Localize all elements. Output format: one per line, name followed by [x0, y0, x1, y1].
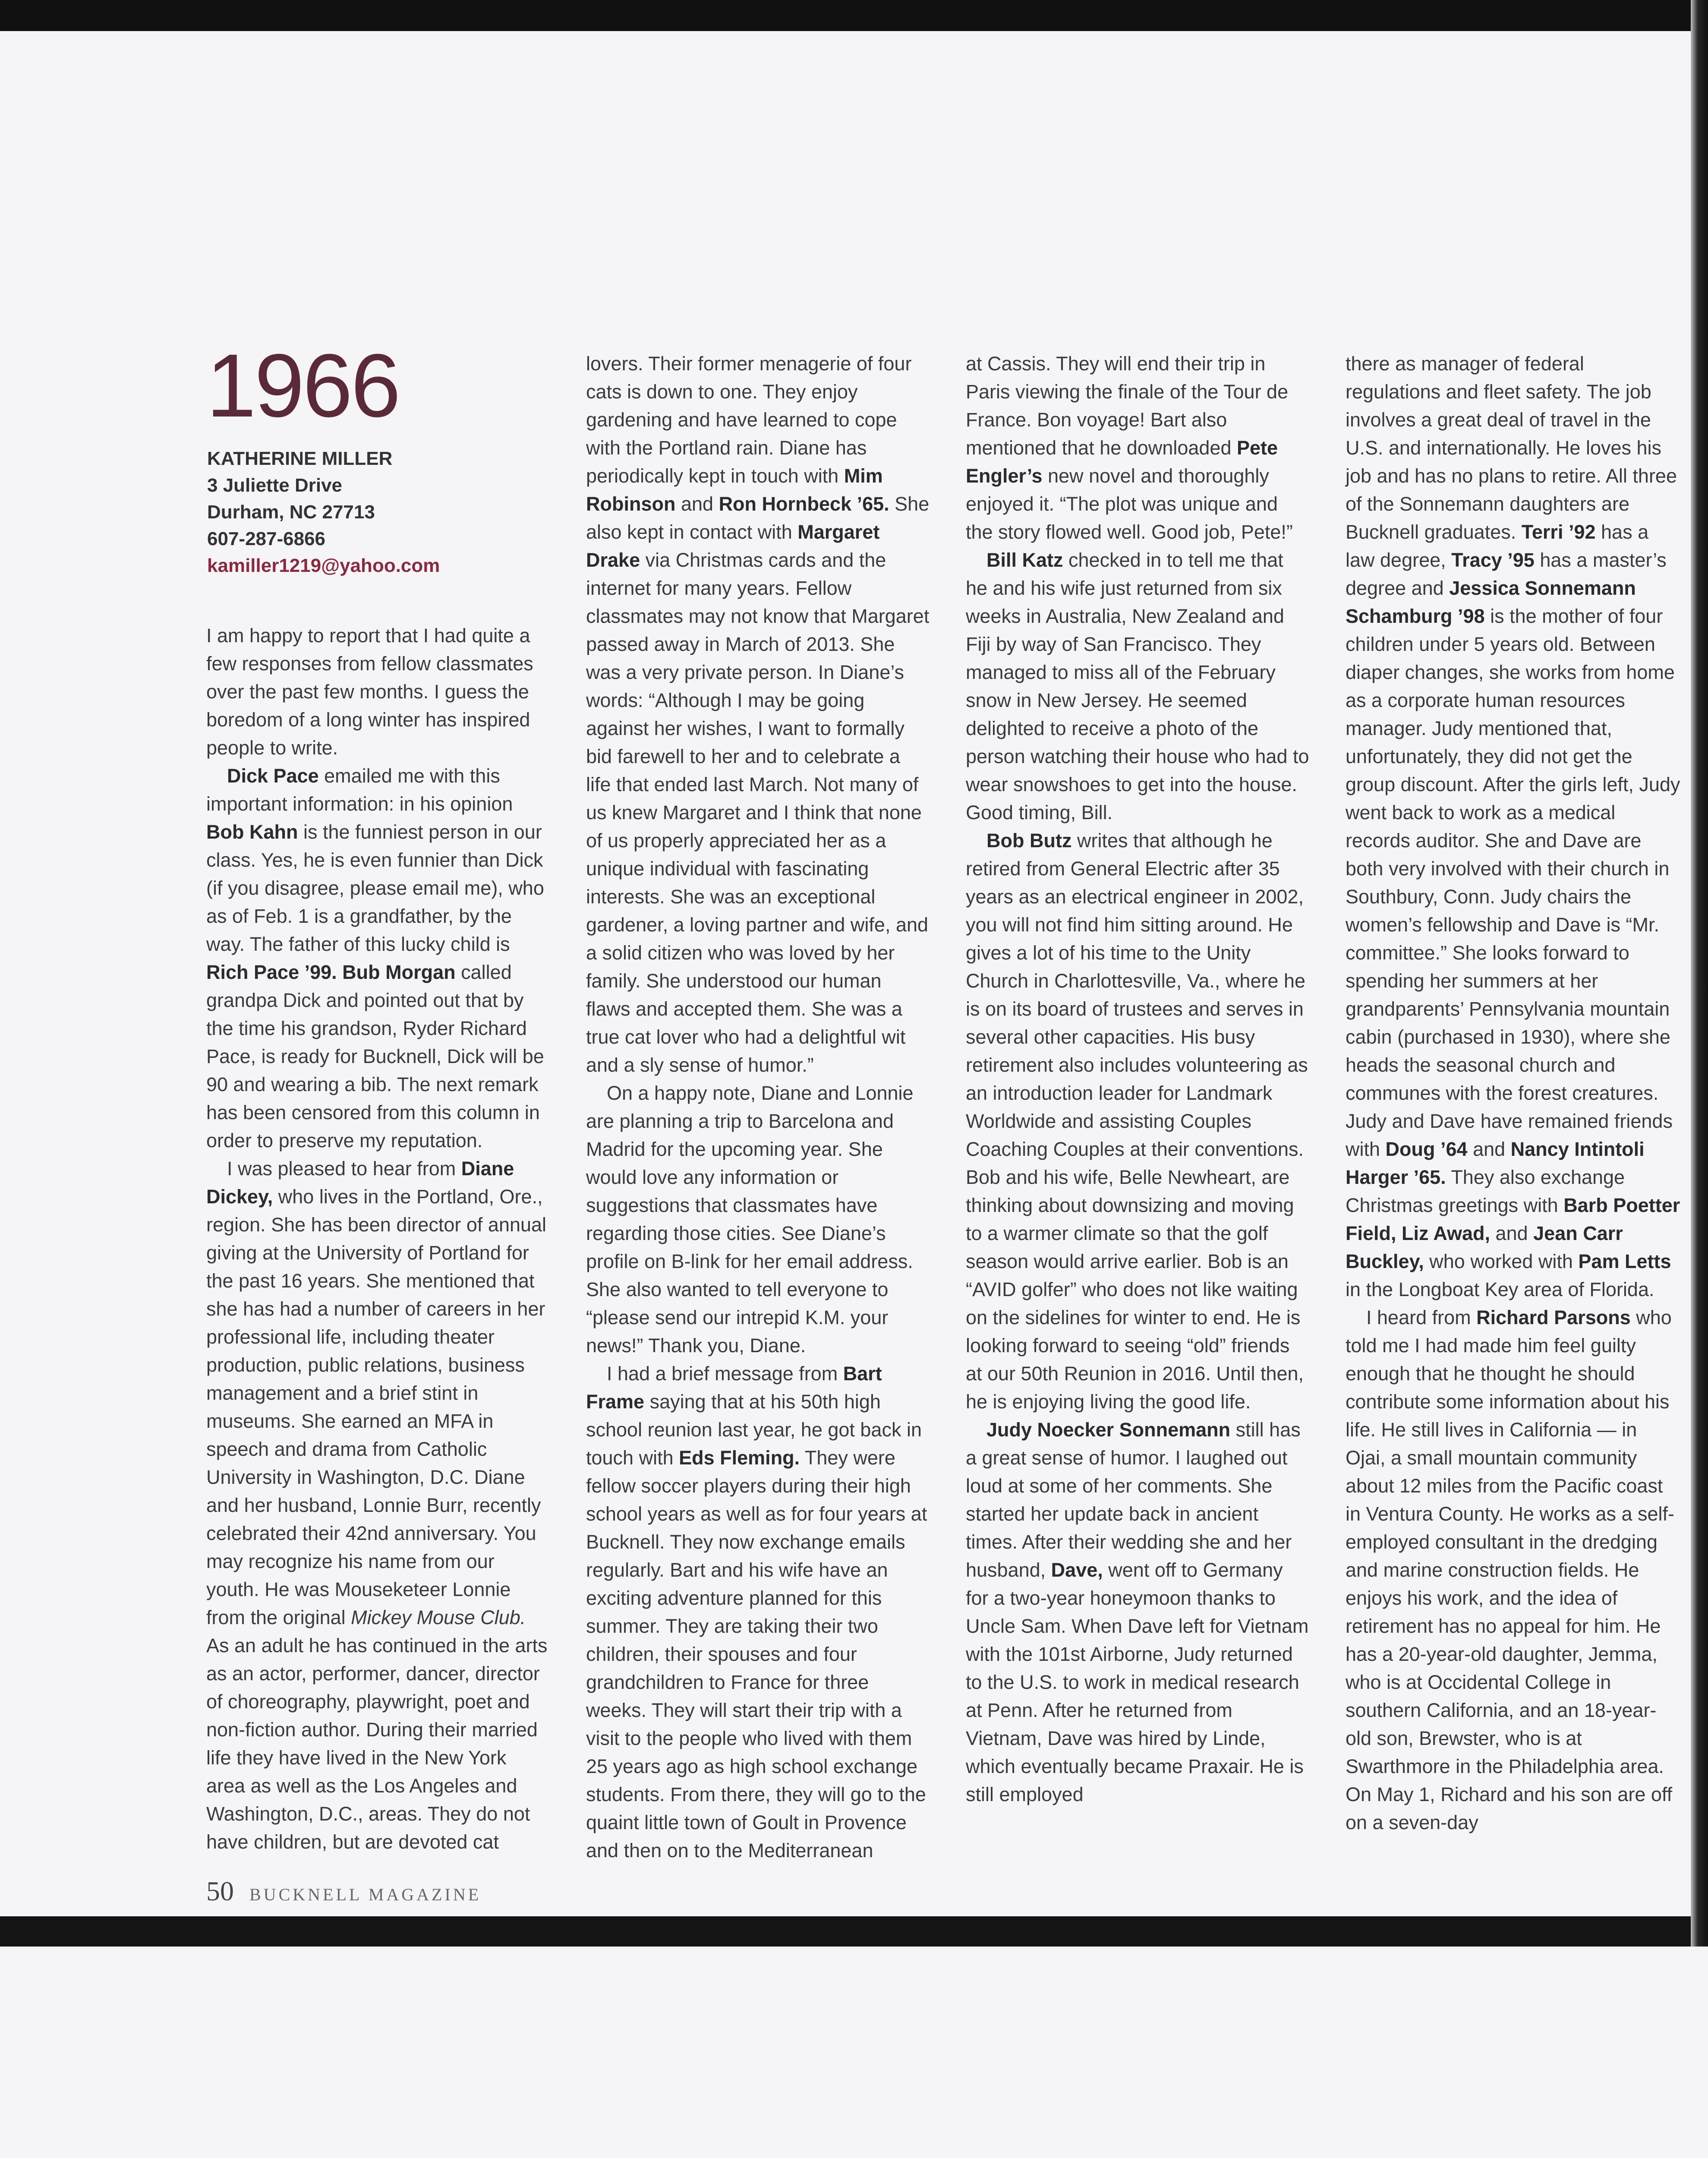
classmate-name: Doug ’64 [1385, 1138, 1468, 1160]
page-number: 50 [206, 1876, 234, 1906]
classmate-name: Eds Fleming. [679, 1447, 800, 1469]
scan-border-bottom [0, 1916, 1708, 1947]
paragraph-text: On a happy note, Diane and Lonnie are planning a trip to Barcelona and Madrid for the upcoming year. She would love any information or suggestions that classmates have regarding those cities. See Diane’s profile on B-link for her email address. She also wanted to tell everyone to “please send our intrepid K.M. your news!” Thank you, Diane. [586, 1082, 914, 1357]
paragraph-text: I am happy to report that I had quite a few responses from fellow classmates over the past few months. I guess the boredom of a long winter has inspired people to write. [206, 625, 533, 759]
paragraph-text: lovers. Their former menagerie of four cats is down to one. They enjoy gardening and have learned to cope with the Portland rain. Diane has periodically kept in touch with [586, 353, 912, 487]
correspondent-name: KATHERINE MILLER [207, 448, 393, 469]
paragraph-text: I heard from [1366, 1306, 1477, 1328]
classmate-name: Nancy Intintoli Harger ’65. [1346, 1138, 1645, 1188]
correspondent-phone: 607-287-6866 [207, 528, 326, 549]
classmate-name: Ron Hornbeck ’65. [718, 493, 889, 515]
classmate-name: Judy Noecker Sonnemann [986, 1419, 1231, 1441]
paragraph-text: emailed me with this important information: in his opinion [206, 765, 513, 815]
column-paragraph [586, 350, 930, 1079]
paragraph-text: and [1467, 1138, 1511, 1160]
classmate-name: Mim Robinson [586, 465, 883, 515]
column-paragraph [966, 546, 1309, 827]
scan-border-top [0, 0, 1708, 31]
paragraph-text: and [675, 493, 719, 515]
paragraph-text: and [1490, 1222, 1534, 1244]
classmate-name: Richard Parsons [1476, 1306, 1631, 1328]
correspondent-street: 3 Juliette Drive [207, 475, 343, 496]
paragraph-text: at Cassis. They will end their trip in Paris viewing the finale of the Tour de France. Bon voyage! Bart also mentioned that he downloaded [966, 353, 1289, 459]
column-paragraph [206, 622, 550, 762]
column-paragraph [206, 1155, 550, 1856]
paragraph-text: there as manager of federal regulations and fleet safety. The job involves a great deal of travel in the U.S. and internationally. He loves his job and has no plans to retire. All three of the Sonnemann daughters are Bucknell graduates. [1346, 353, 1677, 543]
classmate-name: Pete Engler’s [966, 437, 1278, 487]
scan-border-right [1691, 0, 1708, 1947]
column-paragraph [966, 827, 1309, 1416]
paragraph-text: still has a great sense of humor. I laughed out loud at some of her comments. She started her update back in ancient times. After their wedding she and her husband, [966, 1419, 1301, 1581]
paragraph-text: They were fellow soccer players during their high school years as well as for four years at Bucknell. They now exchange emails regularly. Bart and his wife have an exciting adventure planned for this summer. They are taking their two children, their spouses and four grandchildren to France for three weeks. They will start their trip with a visit to the people who lived with them 25 years ago as high school exchange students. From there, they will go to the quaint little town of Goult in Provence and then on to the Mediterranean [586, 1447, 927, 1861]
column-paragraph [1346, 1303, 1682, 1836]
paragraph-text: went off to Germany for a two-year honeymoon thanks to Uncle Sam. When Dave left for Vietnam with the 101st Airborne, Judy returned to the U.S. to work in medical research at Penn. After he returned from Vietnam, Dave was hired by Linde, which eventually became Praxair. He is still employed [966, 1559, 1309, 1805]
paragraph-text: She also kept in contact with [586, 493, 930, 543]
classmate-name: Diane Dickey, [206, 1158, 514, 1208]
italic-title: Mickey Mouse Club. [351, 1606, 526, 1628]
paragraph-text: in the Longboat Key area of Florida. [1346, 1278, 1654, 1300]
classmate-name: Tracy ’95 [1451, 549, 1535, 571]
paragraph-text: I was pleased to hear from [227, 1158, 461, 1180]
classmate-name: Bob Butz [986, 830, 1072, 852]
text-column-3 [966, 350, 1309, 1808]
classmate-name: Pam Letts [1578, 1250, 1671, 1272]
paragraph-text: has a law degree, [1346, 521, 1649, 571]
text-column-1 [206, 622, 550, 1856]
paragraph-text: has a master’s degree and [1346, 549, 1667, 599]
paragraph-text: via Christmas cards and the internet for many years. Fellow classmates may not know that Margaret passed away in March of 2013. She was a very private person. In Diane’s words: “Although I may be going against her wishes, I want to formally bid farewell to her and to celebrate a life that ended last March. Not many of us knew Margaret and I think that none of us properly appreciated her as a unique individual with fascinating interests. She was an exceptional gardener, a loving partner and wife, and a solid citizen who was loved by her family. She understood our human flaws and accepted them. She was a true cat lover who had a delightful wit and a sly sense of humor.” [586, 549, 930, 1076]
column-paragraph [966, 350, 1309, 546]
paragraph-text: who told me I had made him feel guilty enough that he thought he should contribute some information about his life. He still lives in California — in Ojai, a small mountain community about 12 miles from the Pacific coast in Ventura County. He works as a self-employed consultant in the dredging and marine construction fields. He enjoys his work, and the idea of retirement has no appeal for him. He has a 20-year-old daughter, Jemma, who is at Occidental College in southern California, and an 18-year-old son, Brewster, who is at Swarthmore in the Philadelphia area. On May 1, Richard and his son are off on a seven-day [1346, 1306, 1675, 1833]
text-column-2 [586, 350, 930, 1865]
paragraph-text: is the funniest person in our class. Yes, he is even funnier than Dick (if you disagree, please email me), who as of Feb. 1 is a grandfather, by the way. The father of this lucky child is [206, 821, 544, 955]
classmate-name: Dick Pace [227, 765, 319, 787]
classmate-name: Bob Kahn [206, 821, 298, 843]
paragraph-text: writes that although he retired from General Electric after 35 years as an electrical engineer in 2002, you will not find him sitting around. He gives a lot of his time to the Unity Church in Charlottesville, Va., where he is on its board of trustees and serves in several other capacities. His busy retirement also includes volunteering as an introduction leader for Landmark Worldwide and assisting Couples Coaching Couples at their conventions. Bob and his wife, Belle Newheart, are thinking about downsizing and moving to a warmer climate so that the golf season would arrive earlier. Bob is an “AVID golfer” who does not like waiting on the sidelines for winter to end. He is looking forward to seeing “old” friends at our 50th Reunion in 2016. Until then, he is enjoying living the good life. [966, 830, 1308, 1413]
paragraph-text: called grandpa Dick and pointed out that by the time his grandson, Ryder Richard Pace, is ready for Bucknell, Dick will be 90 and wearing a bib. The next remark has been censored from this column in order to preserve my reputation. [206, 961, 544, 1152]
column-paragraph [966, 1416, 1309, 1808]
paragraph-text: is the mother of four children under 5 years old. Between diaper changes, she works from home as a corporate human resources manager. Judy mentioned that, unfortunately, they did not get the group discount. After the girls left, Judy went back to work as a medical records auditor. She and Dave are both very involved with their church in Southbury, Conn. Judy chairs the women’s fellowship and Dave is “Mr. committee.” She looks forward to spending her summers at her grandparents’ Pennsylvania mountain cabin (purchased in 1930), where she heads the seasonal church and communes with the forest creatures. Judy and Dave have remained friends with [1346, 605, 1680, 1160]
paragraph-text: saying that at his 50th high school reunion last year, he got back in touch with [586, 1391, 922, 1469]
classmate-name: Terri ’92 [1521, 521, 1596, 543]
page-footer [0, 1865, 1708, 1908]
classmate-name: Dave, [1051, 1559, 1103, 1581]
paragraph-text: who lives in the Portland, Ore., region. She has been director of annual giving at the University of Portland for the past 16 years. She mentioned that she has had a number of careers in her professional life, including theater production, public relations, business management and a brief stint in museums. She earned an MFA in speech and drama from Catholic University in Washington, D.C. Diane and her husband, Lonnie Burr, recently celebrated their 42nd anniversary. You may recognize his name from our youth. He was Mouseketeer Lonnie from the original [206, 1186, 547, 1628]
paragraph-text: who worked with [1424, 1250, 1579, 1272]
correspondent-city: Durham, NC 27713 [207, 502, 375, 523]
class-correspondent-contact [207, 445, 440, 579]
classmate-name: Jessica Sonnemann Schamburg ’98 [1346, 577, 1636, 627]
paragraph-text: As an adult he has continued in the arts as an actor, performer, dancer, director of choreography, playwright, poet and non-fiction author. During their married life they have lived in the New York area as well as the Los Angeles and Washington, D.C., areas. They do not have children, but are devoted cat [206, 1634, 548, 1853]
column-paragraph [206, 762, 550, 1155]
column-paragraph [586, 1360, 930, 1865]
classmate-name: Margaret Drake [586, 521, 880, 571]
classmate-name: Bart Frame [586, 1363, 882, 1413]
classmate-name: Barb Poetter Field, Liz Awad, [1346, 1194, 1680, 1244]
paragraph-text: I had a brief message from [607, 1363, 843, 1385]
classmate-name: Rich Pace ’99. Bub Morgan [206, 961, 456, 983]
column-paragraph [1346, 350, 1682, 1303]
classmate-name: Bill Katz [986, 549, 1063, 571]
class-year-heading: 1966 [206, 336, 399, 436]
paragraph-text: new novel and thoroughly enjoyed it. “The plot was unique and the story flowed well. Good job, Pete!” [966, 465, 1293, 543]
text-column-4 [1346, 350, 1682, 1836]
classmate-name: Jean Carr Buckley, [1346, 1222, 1623, 1272]
paragraph-text: checked in to tell me that he and his wife just returned from six weeks in Australia, New Zealand and Fiji by way of San Francisco. They managed to miss all of the February snow in New Jersey. He seemed delighted to receive a photo of the person watching their house who had to wear snowshoes to get into the house. Good timing, Bill. [966, 549, 1309, 823]
correspondent-email-link[interactable]: kamiller1219@yahoo.com [207, 555, 440, 576]
paragraph-text: They also exchange Christmas greetings with [1346, 1166, 1625, 1216]
column-paragraph [586, 1079, 930, 1360]
magazine-name: BUCKNELL MAGAZINE [249, 1885, 482, 1904]
